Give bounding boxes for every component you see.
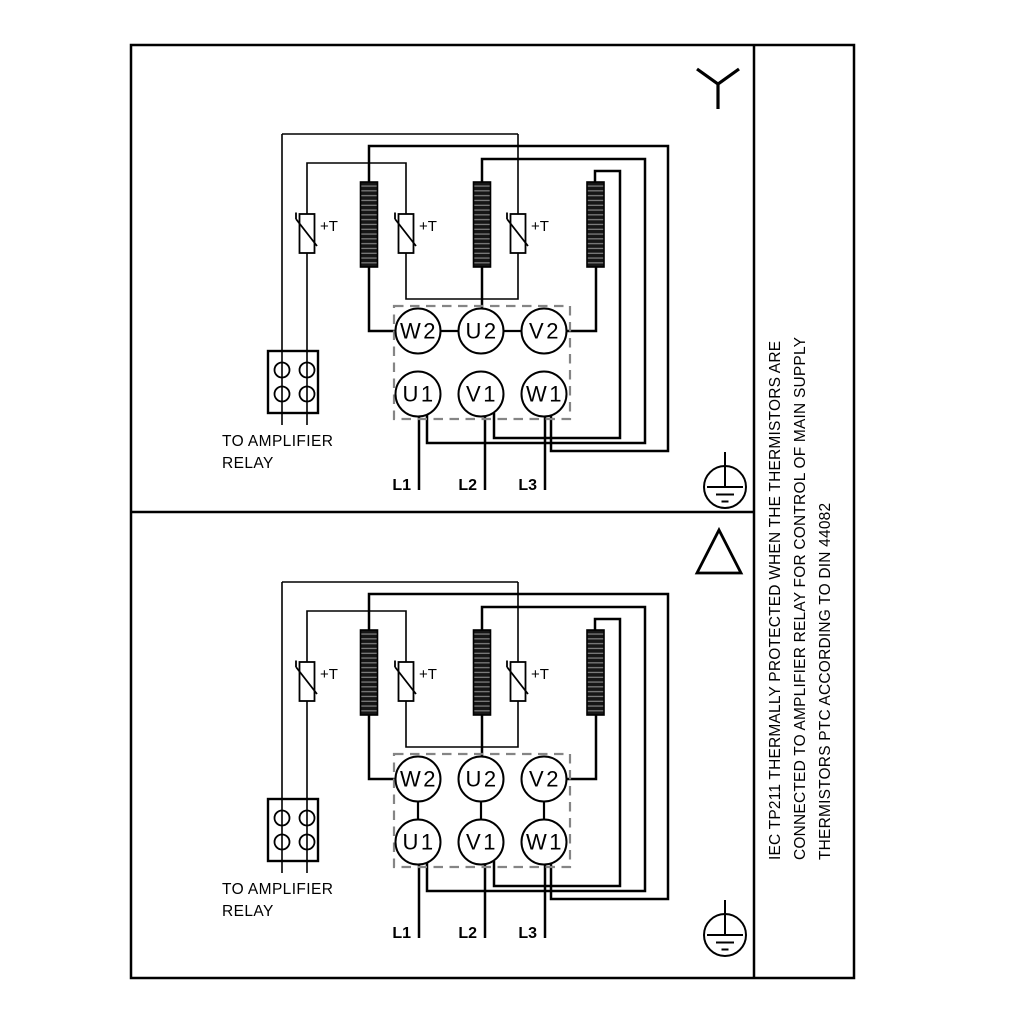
side-note (763, 336, 841, 860)
top-panel-star (222, 69, 746, 508)
side-note-line3: THERMISTORS PTC ACCORDING TO DIN 44082 (817, 502, 834, 860)
delta-icon (697, 530, 741, 573)
side-note-line1: IEC TP211 THERMALLY PROTECTED WHEN THE THERMISTORS ARE (767, 340, 784, 860)
bottom-panel-delta (222, 530, 746, 956)
side-note-line2: CONNECTED TO AMPLIFIER RELAY FOR CONTROL OF MAIN SUPPLY (792, 336, 809, 860)
star-icon (697, 69, 739, 109)
delta-column-links (418, 802, 544, 820)
